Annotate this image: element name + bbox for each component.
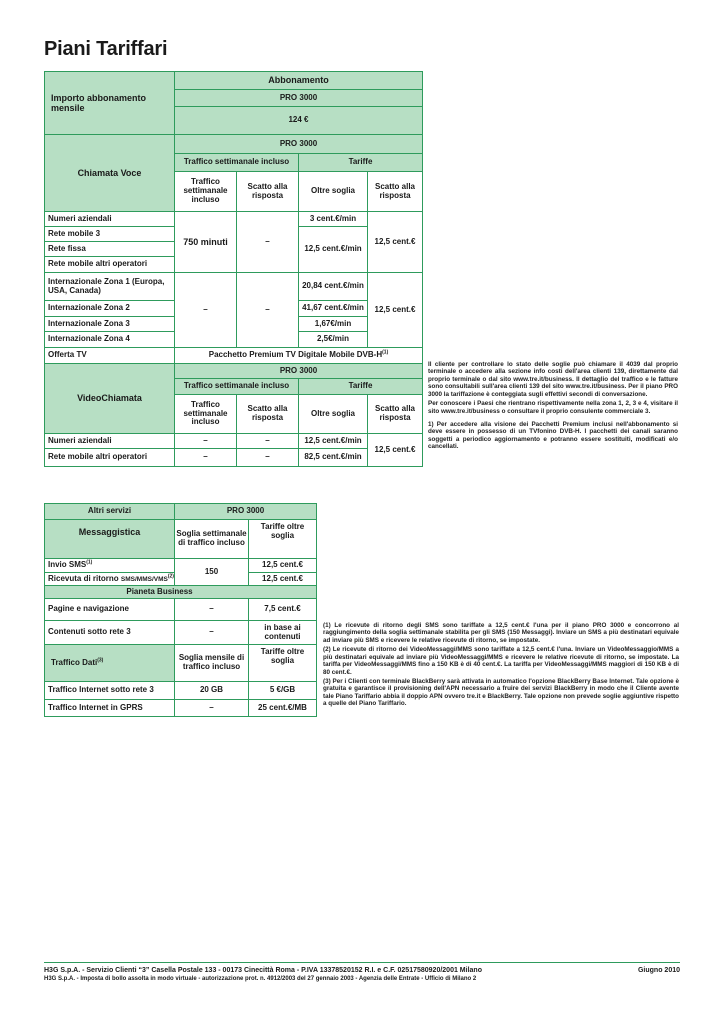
page-title: Piani Tariffari <box>44 38 168 60</box>
note2-p2: (2) Le ricevute di ritorno dei VideoMessaggi/MMS sono tariffate a 12,5 cent.€ l'una. Inviare un VideoMessaggio/MMS a più destinatari equivale ad inviare più VideoMessaggi/MMS e ricevere le relative ricevute di ritorno, se impostate. La tariffa per VideoMessaggi/MMS fino a 150 KB è di 40 cent.€. La tariffa per VideoMessaggi/MMS maggiori di 150 KB è di 80 cent.€. <box>323 646 679 676</box>
sms-tariffa: 12,5 cent.€ <box>249 559 317 573</box>
internet-rete3-soglia: 20 GB <box>175 682 249 700</box>
col-oltre: Oltre soglia <box>299 172 368 212</box>
note2-p1: (1) Le ricevute di ritorno degli SMS sono tariffate a 12,5 cent.€ l'una per il piano PRO 3000 e concorrono al raggiungimento della soglia settimanale stabilita per gli SMS (150 Messaggi). Inviare un SMS a più destinatari equivale ad inviare più SMS e ricevere le relative ricevute di ritorno, se impostate. <box>323 622 679 644</box>
footer-divider <box>44 962 680 963</box>
pro-header: PRO 3000 <box>175 90 423 107</box>
video-traffico-header: Traffico settimanale incluso <box>175 379 299 395</box>
videochiamata-label: VideoChiamata <box>45 364 175 434</box>
services-pro-header: PRO 3000 <box>175 504 317 520</box>
video-scatto-value: 12,5 cent.€ <box>368 434 423 467</box>
zona-4-value: 2,5€/min <box>299 332 368 348</box>
note2-p3: (3) Per i Clienti con terminale BlackBerry sarà attivata in automatico l'opzione BlackBerry Base Internet. Tale opzione è gratuita e garantisce il provisioning dell'APN necessario a fruire dei servizi BlackBerry in modo che il Cliente avente tale Piano Tariffario abbia il doppio APN ovvero tre.it e BlackBerry. Tale opzione non prevede soglie aggiuntive rispetto a quelle del Piano Tariffario. <box>323 677 679 708</box>
video-altri-scatto: – <box>237 449 299 467</box>
video-numeri-scatto: – <box>237 434 299 449</box>
ricevuta-label: Ricevuta di ritorno SMS/MMS/VMS$^{(2)}$ <box>45 573 175 586</box>
footer-date: Giugno 2010 <box>637 967 680 974</box>
voce-traffico-header: Traffico settimanale incluso <box>175 154 299 172</box>
footer-stamp-duty: H3G S.p.A. - Imposta di bollo assolta in modo virtuale - autorizzazione prot. n. 4912/2003 del 27 gennaio 2003 - Agenzia delle Entrate - Ufficio di Milano 2 <box>44 976 477 982</box>
offerta-tv-value: Pacchetto Premium TV Digitale Mobile DVB-$H^{(1)}$ <box>175 348 423 364</box>
voce-tariffe-header: Tariffe <box>299 154 423 172</box>
invio-sms-label: Invio SMS$^{(1)}$ <box>45 559 175 573</box>
row-offerta-tv: Offerta TV <box>45 348 175 364</box>
note1-p3: 1) Per accedere alla visione dei Pacchetti Premium inclusi nell'abbonamento si deve essere in possesso di un TVfonino DVB-H. I pacchetti dei canali saranno soggetti a periodico aggiornamento e potranno essere sostituiti, modificati e/o cancellati. <box>428 420 678 451</box>
internet-gprs-tariffa: 25 cent.€/MB <box>249 700 317 717</box>
scatto-dash: – <box>237 212 299 273</box>
importo-value: 124 € <box>175 107 423 135</box>
internet-gprs-label: Traffico Internet in GPRS <box>45 700 175 717</box>
col-scatto: Scatto alla risposta <box>237 172 299 212</box>
video-tariffe-header: Tariffe <box>299 379 423 395</box>
altri-oltre-soglia: 12,5 cent.€/min <box>299 227 368 273</box>
zona-3-value: 1,67€/min <box>299 317 368 332</box>
voce-pro-header: PRO 3000 <box>175 135 423 154</box>
zona-2-value: 41,67 cent.€/min <box>299 301 368 317</box>
contenuti-tariffa: in base ai contenuti <box>249 621 317 645</box>
abbonamento-header: Abbonamento <box>175 72 423 90</box>
row-zona-1: Internazionale Zona 1 (Europa, USA, Canada) <box>45 273 175 301</box>
soglia-settimanale-header: Soglia settimanale di traffico incluso <box>175 520 249 559</box>
video-row-altri: Rete mobile altri operatori <box>45 449 175 467</box>
zona-scatto-value: 12,5 cent.€ <box>368 273 423 348</box>
video-row-numeri: Numeri aziendali <box>45 434 175 449</box>
ricevuta-tariffa: 12,5 cent.€ <box>249 573 317 586</box>
voce-scatto-value: 12,5 cent.€ <box>368 212 423 273</box>
internet-rete3-tariffa: 5 €/GB <box>249 682 317 700</box>
row-zona-3: Internazionale Zona 3 <box>45 317 175 332</box>
contenuti-label: Contenuti sotto rete 3 <box>45 621 175 645</box>
notes-voice <box>428 361 678 453</box>
traffico-dati-label: Traffico Dati$^{(3)}$ <box>45 645 175 682</box>
pagine-tariffa: 7,5 cent.€ <box>249 599 317 621</box>
row-zona-2: Internazionale Zona 2 <box>45 301 175 317</box>
tariff-table-voice <box>44 71 423 467</box>
internet-rete3-label: Traffico Internet sotto rete 3 <box>45 682 175 700</box>
internet-gprs-soglia: – <box>175 700 249 717</box>
importo-label: Importo abbonamento mensile <box>45 72 175 135</box>
numeri-oltre-soglia: 3 cent.€/min <box>299 212 368 227</box>
zona-traffico-dash: – <box>175 273 237 348</box>
pagine-label: Pagine e navigazione <box>45 599 175 621</box>
row-numeri-aziendali: Numeri aziendali <box>45 212 175 227</box>
tariffe-oltre-header-2: Tariffe oltre soglia <box>249 645 317 682</box>
video-col-scatto-2: Scatto alla risposta <box>368 395 423 434</box>
note1-p2: Per conoscere i Paesi che rientrano rispettivamente nella zona 1, 2, 3 e 4, visitare il sito www.tre.it/business o consultare il proprio consulente commerciale 3. <box>428 400 678 415</box>
col-scatto-2: Scatto alla risposta <box>368 172 423 212</box>
video-numeri-traffico: – <box>175 434 237 449</box>
soglia-mensile-header: Soglia mensile di traffico incluso <box>175 645 249 682</box>
notes-services <box>323 622 679 710</box>
pianeta-business-header: Pianeta Business <box>45 586 317 599</box>
video-col-oltre: Oltre soglia <box>299 395 368 434</box>
chiamata-voce-label: Chiamata Voce <box>45 135 175 212</box>
row-rete-mobile-3: Rete mobile 3 <box>45 227 175 242</box>
zona-scatto-dash: – <box>237 273 299 348</box>
video-col-traffico: Traffico settimanale incluso <box>175 395 237 434</box>
video-numeri-oltre: 12,5 cent.€/min <box>299 434 368 449</box>
tariffe-oltre-header: Tariffe oltre soglia <box>249 520 317 559</box>
video-altri-oltre: 82,5 cent.€/min <box>299 449 368 467</box>
footer-company-info: H3G S.p.A. - Servizio Clienti “3” Casella Postale 133 - 00173 Cinecittà Roma - P.IVA 13378520152 R.I. e C.F. 02517580920/2001 Milano <box>44 967 482 974</box>
video-col-scatto: Scatto alla risposta <box>237 395 299 434</box>
zona-1-value: 20,84 cent.€/min <box>299 273 368 301</box>
row-rete-fissa: Rete fissa <box>45 242 175 257</box>
contenuti-soglia: – <box>175 621 249 645</box>
pagine-soglia: – <box>175 599 249 621</box>
altri-servizi-header: Altri servizi <box>45 504 175 520</box>
row-zona-4: Internazionale Zona 4 <box>45 332 175 348</box>
note1-p1: Il cliente per controllare lo stato delle soglie può chiamare il 4039 dal proprio terminale o accedere alla sezione info costi dell'area clienti 139, direttamente dal proprio terminale o dal sito www.tre.it/business. Il dettaglio del traffico e le fatture sono consultabili sull'area clienti 139 del sito www.tre.it/business. Per il piano PRO 3000 la tariffazione è conteggiata sugli effettivi secondi di conversazione. <box>428 361 678 398</box>
video-altri-traffico: – <box>175 449 237 467</box>
row-rete-mobile-altri: Rete mobile altri operatori <box>45 257 175 273</box>
sms-soglia: 150 <box>175 559 249 586</box>
col-traffico: Traffico settimanale incluso <box>175 172 237 212</box>
minuti-inclusi: 750 minuti <box>175 212 237 273</box>
tariff-table-services <box>44 503 317 717</box>
video-pro-header: PRO 3000 <box>175 364 423 379</box>
messaggistica-label: Messaggistica <box>45 520 175 559</box>
